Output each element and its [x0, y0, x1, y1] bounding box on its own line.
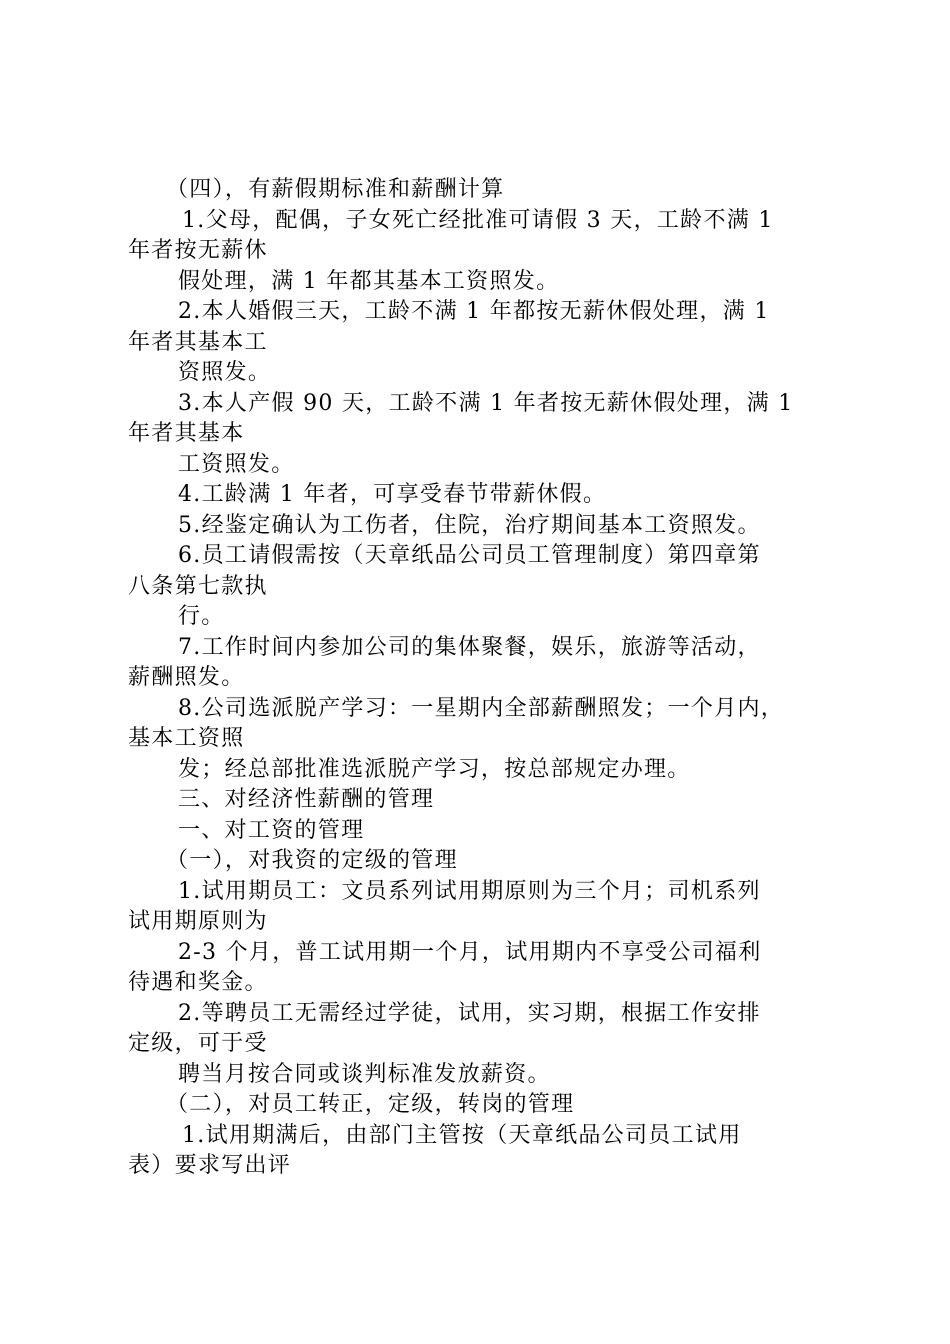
text-line: 年者按无薪休 — [128, 238, 268, 263]
text-line: 2.本人婚假三天，工龄不满 1 年都按无薪休假处理，满 1 — [178, 299, 770, 324]
text-line: 6.员工请假需按（天章纸品公司员工管理制度）第四章第 — [178, 543, 761, 568]
text-line: 待遇和奖金。 — [128, 970, 268, 995]
text-line: 3.本人产假 90 天，工龄不满 1 年者按无薪休假处理，满 1 — [178, 390, 794, 416]
text-line: 基本工资照 — [128, 726, 245, 751]
text-line: 年者其基本工 — [128, 329, 268, 355]
text-line: 薪酬照发。 — [128, 665, 245, 690]
text-line: 2-3 个月，普工试用期一个月，试用期内不享受公司福利 — [178, 939, 762, 965]
text-line: 5.经鉴定确认为工伤者，住院，治疗期间基本工资照发。 — [178, 512, 761, 538]
text-line: 4.工龄满 1 年者，可享受春节带薪休假。 — [178, 482, 607, 507]
text-line: 表）要求写出评 — [128, 1153, 292, 1178]
document-body — [128, 175, 840, 1182]
text-line: （二），对员工转正，定级，转岗的管理 — [166, 1092, 575, 1117]
text-line: 假处理，满 1 年都其基本工资照发。 — [178, 268, 560, 294]
text-line: 一、对工资的管理 — [178, 817, 365, 843]
text-line: 行。 — [178, 604, 225, 629]
text-line: 8.公司选派脱产学习：一星期内全部薪酬照发；一个月内， — [178, 695, 785, 721]
text-line: 八条第七款执 — [128, 573, 268, 599]
text-line: 试用期原则为 — [128, 909, 268, 934]
text-line: （一），对我资的定级的管理 — [166, 848, 458, 873]
text-line: 2.等聘员工无需经过学徒，试用，实习期，根据工作安排 — [178, 1000, 761, 1026]
text-line: 1.试用期满后，由部门主管按（天章纸品公司员工试用 — [182, 1122, 742, 1148]
text-line: 工资照发。 — [178, 451, 295, 477]
text-line: 定级，可于受 — [128, 1031, 268, 1056]
text-line: 年者其基本 — [128, 421, 245, 446]
text-line: 1.试用期员工：文员系列试用期原则为三个月；司机系列 — [178, 878, 761, 904]
text-line: 1.父母，配偶，子女死亡经批准可请假 3 天，工龄不满 1 — [182, 207, 774, 233]
text-line: 7.工作时间内参加公司的集体聚餐，娱乐，旅游等活动， — [178, 634, 761, 660]
text-line: 聘当月按合同或谈判标准发放薪资。 — [178, 1061, 551, 1087]
text-line: 三、对经济性薪酬的管理 — [178, 787, 435, 812]
text-line: 资照发。 — [178, 360, 272, 385]
text-line: （四），有薪假期标准和薪酬计算 — [166, 177, 505, 202]
text-line: 发；经总部批准选派脱产学习，按总部规定办理。 — [178, 756, 691, 782]
